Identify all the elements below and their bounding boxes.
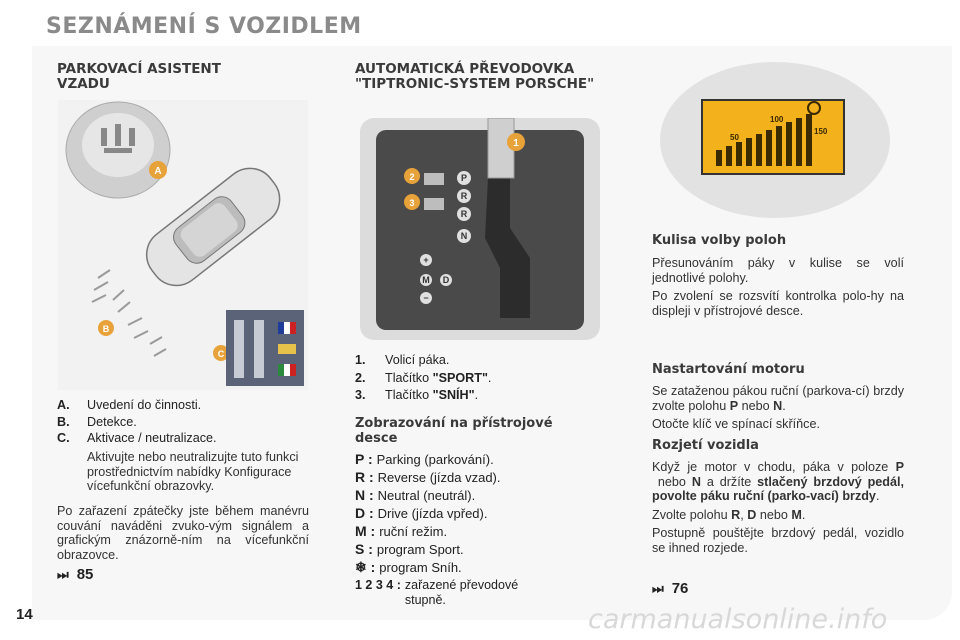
gear-selector-illustration — [360, 118, 600, 340]
label-a: A — [154, 166, 162, 177]
pos-p: P — [460, 173, 468, 183]
label-2: 2 — [409, 172, 415, 182]
label-3: 3 — [409, 198, 415, 208]
mode-gears: 1 2 3 4 : zařazené převodové stupně. — [355, 578, 519, 607]
mode-snow: ❄ : program Sníh. — [355, 559, 462, 575]
parking-heading: PARKOVACÍ ASISTENT VZADU — [57, 61, 221, 92]
start-text: Se zataženou pákou ruční (parkova-cí) brzdy zvolte polohu P nebo N. Otočte klíč ve spínací skříňce. — [652, 384, 904, 431]
switch-panel-image — [226, 310, 304, 386]
watermark: carmanualsonline.info — [588, 604, 888, 635]
mode-list — [355, 452, 605, 611]
gearbox-heading: AUTOMATICKÁ PŘEVODOVKA "TIPTRONIC-SYSTEM PORSCHE" — [355, 61, 595, 92]
dashboard-display-illustration — [650, 60, 900, 220]
parking-illustration — [58, 100, 308, 390]
gear-knob-image — [66, 102, 170, 198]
parking-page-ref[interactable]: ⏭ 85 — [57, 566, 94, 583]
kulisa-text: Přesunováním páky v kulise se volí jednotlivé polohy. Po zvolení se rozsvítí kontrolka polo-hy na displeji v přístrojové desce. — [652, 256, 904, 318]
parking-item-b: B. Detekce. — [57, 414, 137, 429]
pos-minus: − — [423, 293, 429, 303]
parking-note: Aktivujte nebo neutralizujte tuto funkci prostřednictvím nabídky Konfigurace vícefunkční obrazovky. — [87, 450, 299, 493]
label-b: B — [102, 324, 110, 334]
label-c: C — [217, 349, 225, 359]
go-text: Když je motor v chodu, páka v poloze P nebo N a držíte stlačený brzdový pedál, povolte páku ruční (parko-vací) brzdy. Zvolte polohu R, D nebo M. Postupně pouštějte brzdový pedál, vozidlo se ihned rozjede. — [652, 460, 904, 555]
page-title: SEZNÁMENÍ S VOZIDLEM — [46, 14, 362, 39]
pos-r: R — [460, 191, 468, 201]
mode-p: P : Parking (parkování). — [355, 451, 494, 467]
mode-d: D : Drive (jízda vpřed). — [355, 505, 488, 521]
pos-m: M — [422, 275, 430, 285]
pos-d: D — [442, 275, 450, 285]
label-1: 1 — [513, 138, 519, 149]
go-heading: Rozjetí vozidla — [652, 438, 759, 453]
scale-50: 50 — [730, 133, 739, 142]
mode-s: S : program Sport. — [355, 541, 464, 557]
start-page-ref[interactable]: ⏭ 76 — [652, 580, 689, 597]
parking-item-a: A. Uvedení do činnosti. — [57, 398, 202, 412]
pos-n: N — [460, 231, 468, 241]
scale-100: 100 — [770, 115, 784, 124]
gearbox-item-2: 2. Tlačítko "SPORT" . — [355, 370, 492, 385]
parking-paragraph: Po zařazení zpátečky jste během manévru couvání naváděni zvuko-vým signálem a grafickým znázorně-ním na vícefunkční obrazovce. — [57, 504, 309, 562]
page-number: 14 — [16, 606, 33, 623]
kulisa-heading: Kulisa volby poloh — [652, 233, 787, 248]
mode-m: M : ruční režim. — [355, 523, 448, 539]
mode-n: N : Neutral (neutrál). — [355, 487, 476, 503]
scale-150: 150 — [814, 127, 828, 136]
mode-r: R : Reverse (jízda vzad). — [355, 469, 501, 485]
gearbox-item-1: 1. Volicí páka. — [355, 353, 450, 367]
snowflake-icon: ❄ : — [355, 559, 376, 575]
parking-items — [57, 398, 307, 446]
pos-plus: + — [423, 255, 429, 265]
parking-item-c: C. Aktivace / neutralizace. — [57, 431, 217, 445]
gearbox-items — [355, 353, 605, 403]
display-heading: Zobrazování na přístrojové desce — [355, 416, 553, 446]
pos-r2: R — [460, 209, 468, 219]
start-heading: Nastartování motoru — [652, 362, 805, 377]
gearbox-item-3: 3. Tlačítko "SNÍH" . — [355, 388, 479, 402]
